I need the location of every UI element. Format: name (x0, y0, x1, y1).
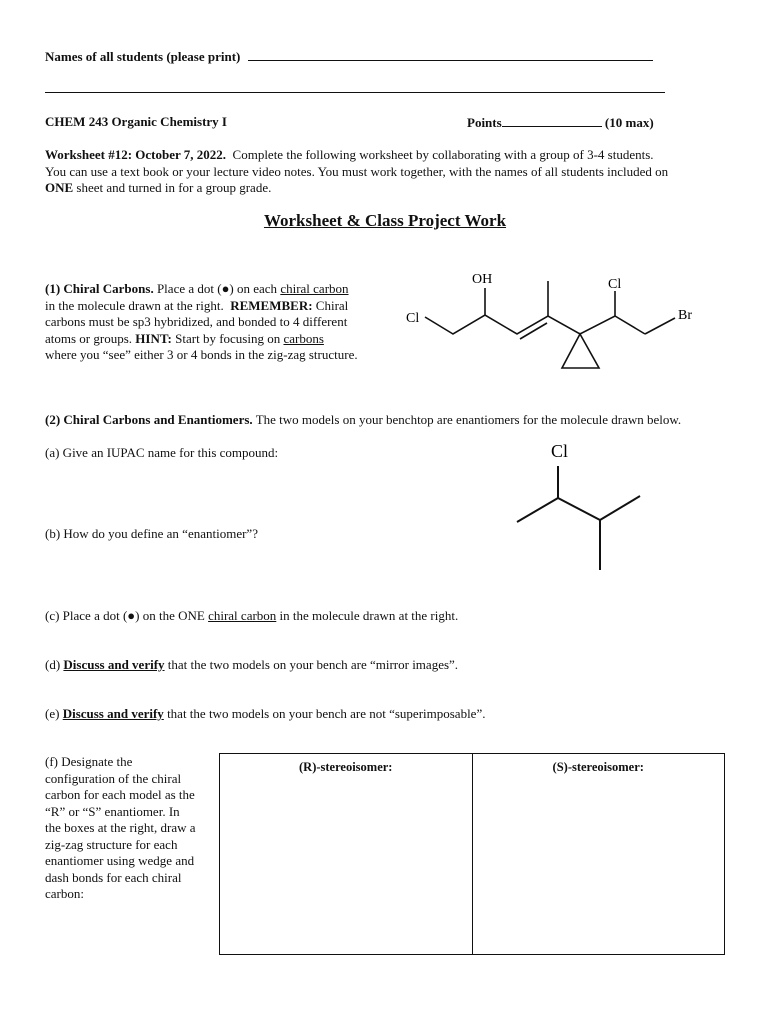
q2d-label: (d) (45, 657, 61, 672)
q1-line1: Place a dot (●) on each (156, 281, 278, 296)
q2f-text (45, 754, 215, 903)
q1-line3: carbons must be sp3 hybridized, and bonded to 4 different (45, 314, 348, 329)
br-label: Br (678, 308, 692, 323)
q2c-part1: (c) Place a dot (●) on the ONE (45, 608, 205, 623)
q2f-line: enantiomer using wedge and (45, 853, 195, 868)
q2e-text (45, 706, 485, 723)
s-stereoisomer-header: (S)-stereoisomer: (552, 760, 644, 774)
q2d-rest: that the two models on your bench are “mirror images”. (167, 657, 459, 672)
q1-remember: REMEMBER: (230, 297, 313, 313)
q2f-line: “R” or “S” enantiomer. In (45, 803, 180, 819)
q2c-text (45, 608, 458, 625)
q1-heading: (1) Chiral Carbons. (45, 281, 154, 296)
q2d-text (45, 657, 458, 674)
q2c-part2: in the molecule drawn at the right. (279, 608, 459, 623)
q1-line4b: Start by focusing on (175, 330, 281, 346)
q2f-line: configuration of the chiral (45, 770, 182, 786)
q2e-rest: that the two models on your bench are not “superimposable”. (167, 706, 486, 721)
s-stereoisomer-box[interactable] (472, 754, 725, 954)
q1-line2b: Chiral (315, 297, 349, 313)
page-title: Worksheet & Class Project Work (263, 211, 507, 230)
q2f-line: carbon for each model as the (45, 787, 195, 802)
q2a-text: (a) Give an IUPAC name for this compound: (45, 445, 279, 460)
stereoisomer-table (219, 753, 725, 955)
oh-label: OH (472, 272, 493, 287)
molecule-1-structure (395, 262, 705, 374)
q2-heading: (2) Chiral Carbons and Enantiomers. (45, 412, 253, 427)
intro-one: ONE (45, 180, 74, 195)
molecule-2-bonds (517, 466, 640, 570)
cl-left-label: Cl (406, 311, 420, 326)
q2f-line: (f) Designate the (45, 754, 133, 769)
intro-line2: You can use a text book or your lecture video notes. You must work together, with the names of all students included on (45, 163, 669, 179)
molecule-1-bonds (425, 281, 675, 368)
molecule-2-cl-label: Cl (551, 441, 569, 461)
points-label: Points (467, 115, 502, 130)
q1-line4: atoms or groups. (45, 330, 133, 346)
q2f-line: zig-zag structure for each (45, 836, 178, 852)
q2-heading-rest: The two models on your benchtop are enantiomers for the molecule drawn below. (255, 412, 682, 427)
course-title: CHEM 243 Organic Chemistry I (45, 114, 227, 129)
names-blank-line-2[interactable] (45, 92, 665, 93)
intro-line3: sheet and turned in for a group grade. (76, 180, 272, 195)
points-max: (10 max) (604, 115, 654, 130)
q2e-label: (e) (45, 706, 60, 721)
q2f-line: dash bonds for each chiral (45, 869, 182, 885)
cl-right-label: Cl (608, 277, 622, 292)
r-stereoisomer-box[interactable] (220, 754, 472, 954)
q2e-discuss: Discuss and verify (62, 706, 164, 721)
q2-heading-line (45, 412, 735, 429)
names-blank[interactable] (248, 48, 653, 61)
q1-carbons: carbons (283, 330, 324, 346)
q1-text (45, 281, 390, 364)
points-blank[interactable] (502, 114, 602, 127)
q1-hint: HINT: (135, 330, 172, 346)
q2b-text: (b) How do you define an “enantiomer”? (45, 526, 258, 541)
q2d-discuss: Discuss and verify (63, 657, 165, 672)
intro-paragraph (45, 147, 735, 197)
q2f-line: the boxes at the right, draw a (45, 820, 196, 835)
molecule-2-structure (505, 436, 655, 576)
intro-line1: Complete the following worksheet by collaborating with a group of 3-4 students. (232, 147, 654, 162)
worksheet-date: Worksheet #12: October 7, 2022. (45, 147, 227, 162)
points-line (467, 114, 654, 132)
names-line (45, 48, 653, 66)
q1-chiral-carbon: chiral carbon (280, 281, 349, 296)
names-label: Names of all students (please print) (45, 49, 241, 64)
q2c-chiral-carbon: chiral carbon (208, 608, 277, 623)
r-stereoisomer-header: (R)-stereoisomer: (299, 760, 393, 774)
q2f-line: carbon: (45, 886, 84, 901)
q1-line5: where you “see” either 3 or 4 bonds in the zig-zag structure. (45, 347, 358, 362)
q1-line2: in the molecule drawn at the right. (45, 297, 224, 313)
